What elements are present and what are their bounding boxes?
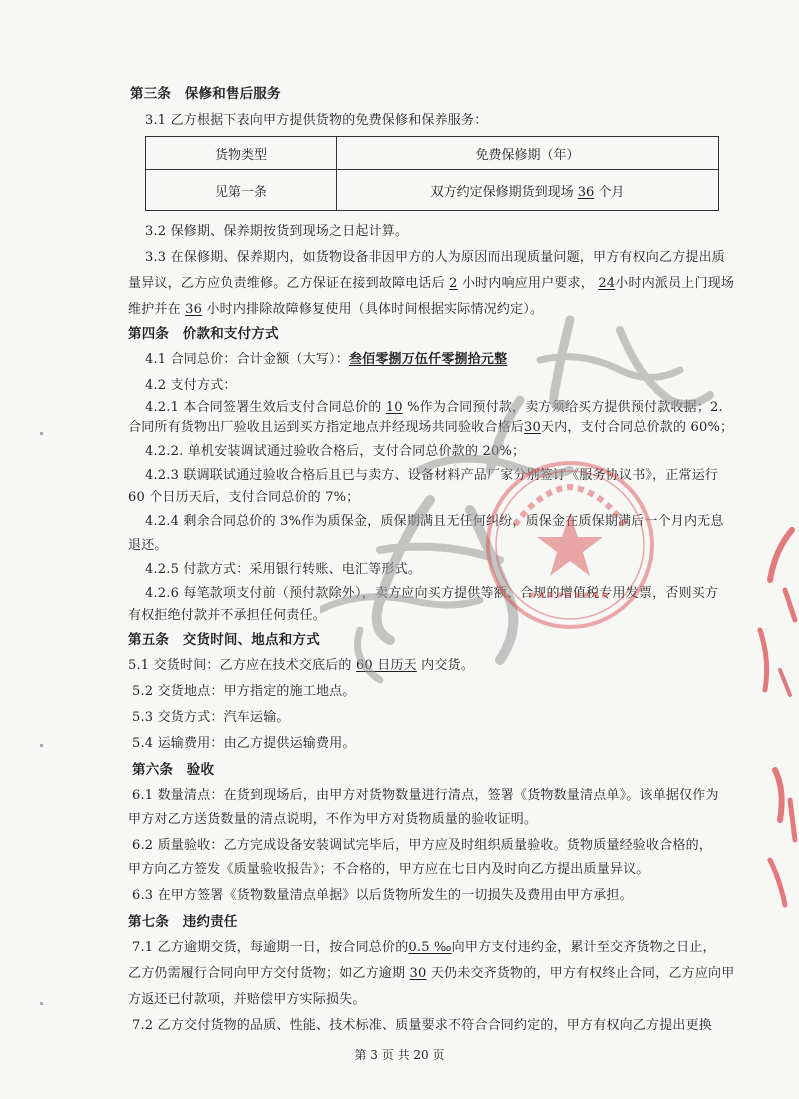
clause-6-2-line2: 甲方向乙方签发《质量验收报告》；不合格的，甲方应在七日内及时向乙方提出质量异议。 [128,862,650,877]
clause-3-3-line1: 3.3 在保修期、保养期内，如货物设备非因甲方的人为原因而出现质量问题，甲方有权向乙方提出质 [145,250,726,265]
clause-5-4: 5.4 运输费用：由乙方提供运输费用。 [132,736,356,751]
clause-4-2-3-line1: 4.2.3 联调联试通过验收合格后且已与卖方、设备材料产品厂家分别签订《服务协议书》，正常运行 [145,468,719,483]
clause-7-1-line1: 7.1 乙方逾期交货，每逾期一日，按合同总价的0.5 ‰向甲方支付违约金，累计至交齐货物之日止， [132,940,716,955]
clause-4-2-3-line2: 60 个日历天后，支付合同总价的 7%； [128,490,360,505]
section-3-title: 第三条 保修和售后服务 [130,86,281,102]
section-4-title: 第四条 价款和支付方式 [128,326,279,342]
clause-4-2-6-line2: 有权拒绝付款并不承担任何责任。 [128,608,327,623]
scan-mark [40,432,43,435]
table-cell-goods: 见第一条 [146,170,337,211]
clause-3-2: 3.2 保修期、保养期按货到现场之日起计算。 [145,224,409,239]
clause-5-2: 5.2 交货地点：甲方指定的施工地点。 [132,684,356,699]
clause-3-3-line2: 量异议，乙方应负责维修。乙方保证在接到故障电话后 2 小时内响应用户要求， 24小时内派员上门现场 [128,276,735,291]
seam-seal-stamp [740,520,799,920]
clause-6-3: 6.3 在甲方签署《货物数量清点单据》以后货物所发生的一切损失及费用由甲方承担。 [132,888,633,903]
clause-3-1: 3.1 乙方根据下表向甲方提供货物的免费保修和保养服务： [145,113,488,128]
clause-4-2-1-line1: 4.2.1 本合同签署生效后支付合同总价的 10 %作为合同预付款，卖方须给买方提供预付款收据；2. [145,400,723,415]
clause-4-2-1-line2: 合同所有货物出厂验收且运到买方指定地点并经现场共同验收合格后30天内，支付合同总价款的 60%； [128,420,734,435]
table-cell-period: 双方约定保修期货到现场 36 个月 [337,170,719,211]
clause-3-3-line3: 维护并在 36 小时内排除故障修复使用（具体时间根据实际情况约定）。 [128,302,544,317]
page-number: 3 [370,1048,378,1062]
clause-6-1-line2: 甲方对乙方送货数量的清点说明，不作为甲方对货物质量的验收证明。 [128,812,538,827]
section-6-title: 第六条 验收 [132,762,215,778]
clause-4-2-6-line1: 4.2.6 每笔款项支付前（预付款除外），卖方应向买方提供等额、合规的增值税专用发票，否则买方 [145,586,719,601]
table-header-goods-type: 货物类型 [146,137,337,170]
scan-mark [40,744,43,747]
total-pages: 20 [413,1048,429,1062]
clause-4-2-4-line1: 4.2.4 剩余合同总价的 3%作为质保金，质保期满且无任何纠纷，质保金在质保期满后一个月内无息 [145,514,724,529]
clause-4-2: 4.2 支付方式： [145,378,237,393]
clause-5-3: 5.3 交货方式：汽车运输。 [132,710,290,725]
clause-7-2: 7.2 乙方交付货物的品质、性能、技术标准、质量要求不符合合同约定的，甲方有权向乙方提出更换 [132,1018,713,1033]
clause-4-2-2: 4.2.2. 单机安装调试通过验收合格后，支付合同总价款的 20%； [145,444,526,459]
clause-6-1-line1: 6.1 数量清点：在货到现场后，由甲方对货物数量进行清点，签署《货物数量清点单》。该单据仅作为 [132,788,719,803]
scan-mark [40,1002,43,1005]
section-7-title: 第七条 违约责任 [128,914,238,930]
section-5-title: 第五条 交货时间、地点和方式 [128,632,320,648]
warranty-months: 36 [577,184,595,200]
clause-7-1-line2: 乙方仍需履行合同向甲方交付货物；如乙方逾期 30 天仍未交齐货物的，甲方有权终止合同，乙方应向甲 [128,966,735,981]
warranty-table [145,136,719,211]
table-header-warranty: 免费保修期（年） [337,137,719,170]
clause-6-2-line1: 6.2 质量验收：乙方完成设备安装调试完毕后，甲方应及时组织质量验收。货物质量经验收合格的， [132,838,713,853]
clause-4-1: 4.1 合同总价：合计金额（大写）：叁佰零捌万伍仟零捌拾元整 [145,352,508,367]
clause-4-2-4-line2: 退还。 [128,538,168,553]
page-footer: 第 3 页 共 20 页 [354,1048,445,1062]
clause-7-1-line3: 方返还已付款项，并赔偿甲方实际损失。 [128,992,366,1007]
clause-4-2-5: 4.2.5 付款方式：采用银行转账、电汇等形式。 [145,562,422,577]
clause-5-1: 5.1 交货时间：乙方应在技术交底后的 60 日历天 内交货。 [128,658,474,673]
contract-amount: 叁佰零捌万伍仟零捌拾元整 [348,352,508,367]
